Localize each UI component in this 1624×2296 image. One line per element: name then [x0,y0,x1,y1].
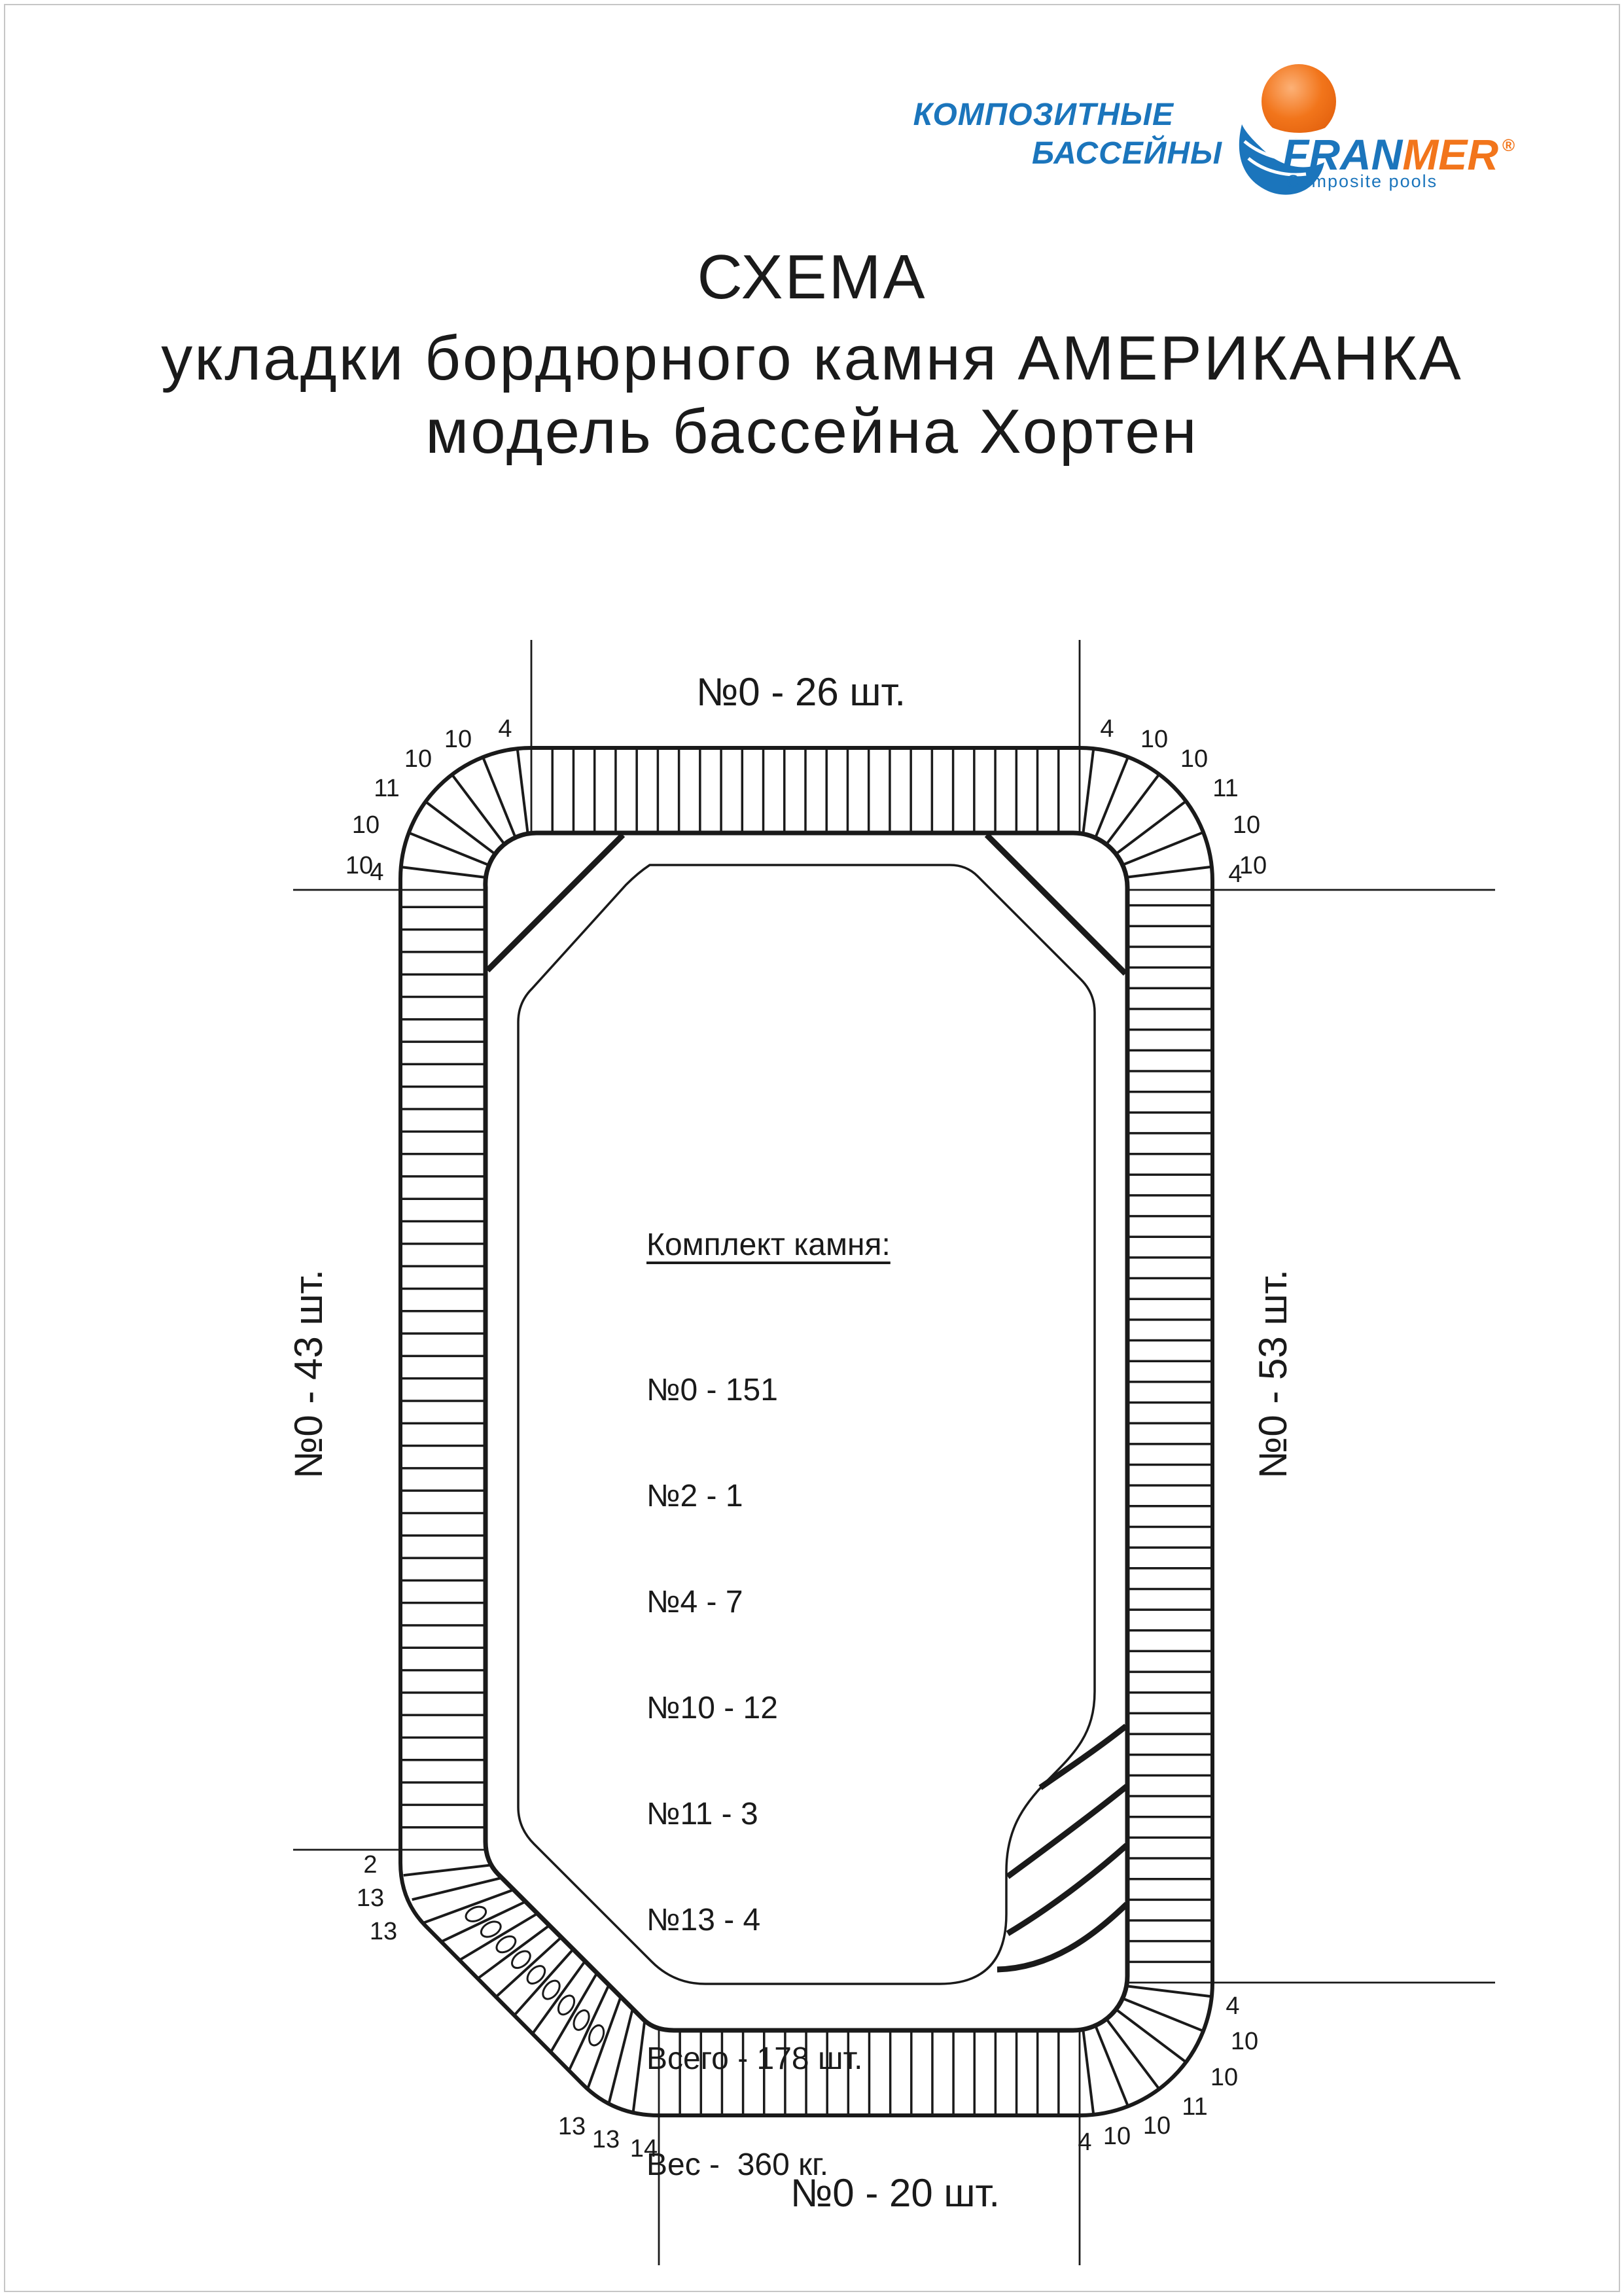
fan-line [1083,2029,1093,2113]
kit-item: №10 - 12 [646,1691,778,1725]
corner-label: 11 [1182,2093,1208,2121]
title-line3: модель бассейна Хортен [425,397,1199,467]
registered-icon: ® [1502,135,1515,155]
fan-line [1117,802,1185,853]
corner-label: 4 [1226,1992,1240,2020]
corner-label: 13 [591,2126,620,2153]
edge-label-top: №0 - 26 шт. [696,670,906,714]
kit-total: Всего - 178 шт. [646,2041,863,2076]
diagonal-hatch-line [412,1878,502,1899]
corner-label: 10 [1239,852,1267,879]
corner-label: 13 [356,1884,385,1912]
hatch-bottom-edge [680,2032,1059,2113]
corner-label: 11 [1212,775,1239,802]
corner-label: 10 [1230,2028,1259,2055]
corner-label: 2 [363,1851,378,1879]
kit-item: №13 - 4 [646,1903,761,1937]
corner-label: 10 [345,852,374,879]
kit-item: №2 - 1 [646,1479,743,1513]
hatch-left-edge [402,907,484,1827]
edge-label-bottom: №0 - 20 шт. [790,2171,1000,2215]
diagonal-hatch-line [633,2021,645,2112]
pool-rim-outline [518,865,1095,1984]
corner-label: 4 [370,858,384,886]
corner-label: 10 [1180,745,1209,773]
corner-label: 4 [498,715,512,743]
brand-mer: MER [1402,130,1498,179]
band-outer-outline [400,748,1212,2115]
diagonal-hatch-line [404,1865,491,1875]
corner-label: 10 [1103,2123,1131,2150]
corner-label: 11 [374,775,400,802]
kit-item: №0 - 151 [646,1373,778,1407]
brand-fran: FRAN [1282,130,1403,179]
corner-label: 10 [1140,726,1169,753]
kit-item: №11 - 3 [646,1797,758,1831]
corner-label: 10 [1210,2064,1239,2091]
corner-label: 13 [369,1918,398,1945]
title-line1: СХЕМА [697,242,927,312]
fan-line [518,750,528,834]
brand-subtitle: Composite pools [1286,171,1438,191]
edge-label-left: №0 - 43 шт. [287,1269,330,1479]
edge-label-right: №0 - 53 шт. [1251,1269,1295,1479]
corner-label: 13 [557,2113,586,2140]
band-inner-outline [485,833,1127,2030]
kit-weight: Вес - 360 кг. [646,2147,829,2182]
fan-line [1083,750,1093,834]
fan-line [426,802,494,853]
fan-line [1107,775,1158,843]
fan-line [453,775,504,843]
logo-tagline-line2: БАССЕЙНЫ [1032,136,1222,171]
corner-label: 4 [1228,860,1243,888]
corner-label: 4 [1100,715,1114,743]
fan-line [409,833,488,865]
corner-fans [400,750,1211,2114]
corner-label: 14 [629,2135,658,2163]
logo-tagline-line1: КОМПОЗИТНЫЕ [913,97,1174,132]
corner-label: 4 [1078,2128,1092,2156]
fan-line [1126,867,1210,877]
kit-header: Комплект камня: [646,1227,891,1262]
corner-label: 10 [404,745,432,773]
diagonal-hatch-line [514,1949,573,2015]
hatch-right-edge [1129,906,1210,1962]
fan-line [1095,2026,1127,2105]
staircase-steps [997,1726,1127,1969]
corner-label: 10 [444,726,472,753]
fan-line [1117,2010,1185,2061]
corner-label: 10 [351,811,380,839]
diagonal-hatch-line [496,1937,561,1997]
fan-line [1107,2020,1158,2088]
fan-line [1123,833,1202,865]
section-dividers [293,640,1495,2265]
title-line2: укладки бордюрного камня АМЕРИКАНКА [161,323,1463,393]
kit-item: №4 - 7 [646,1585,743,1619]
chamfer-top-left [487,835,623,970]
fan-line [1126,1986,1210,1996]
fan-line [400,867,485,877]
diagonal-section [404,1865,645,2111]
fan-line [1095,758,1127,838]
fan-line [484,758,516,838]
corner-label: 10 [1232,811,1261,839]
hatch-top-edge [552,750,1059,831]
diagonal-hatch-line [478,1926,549,1979]
fan-line [1123,1998,1202,2030]
chamfer-top-right [987,835,1125,974]
diagonal-hatch-line [533,1961,585,2034]
corner-label: 10 [1142,2112,1171,2140]
